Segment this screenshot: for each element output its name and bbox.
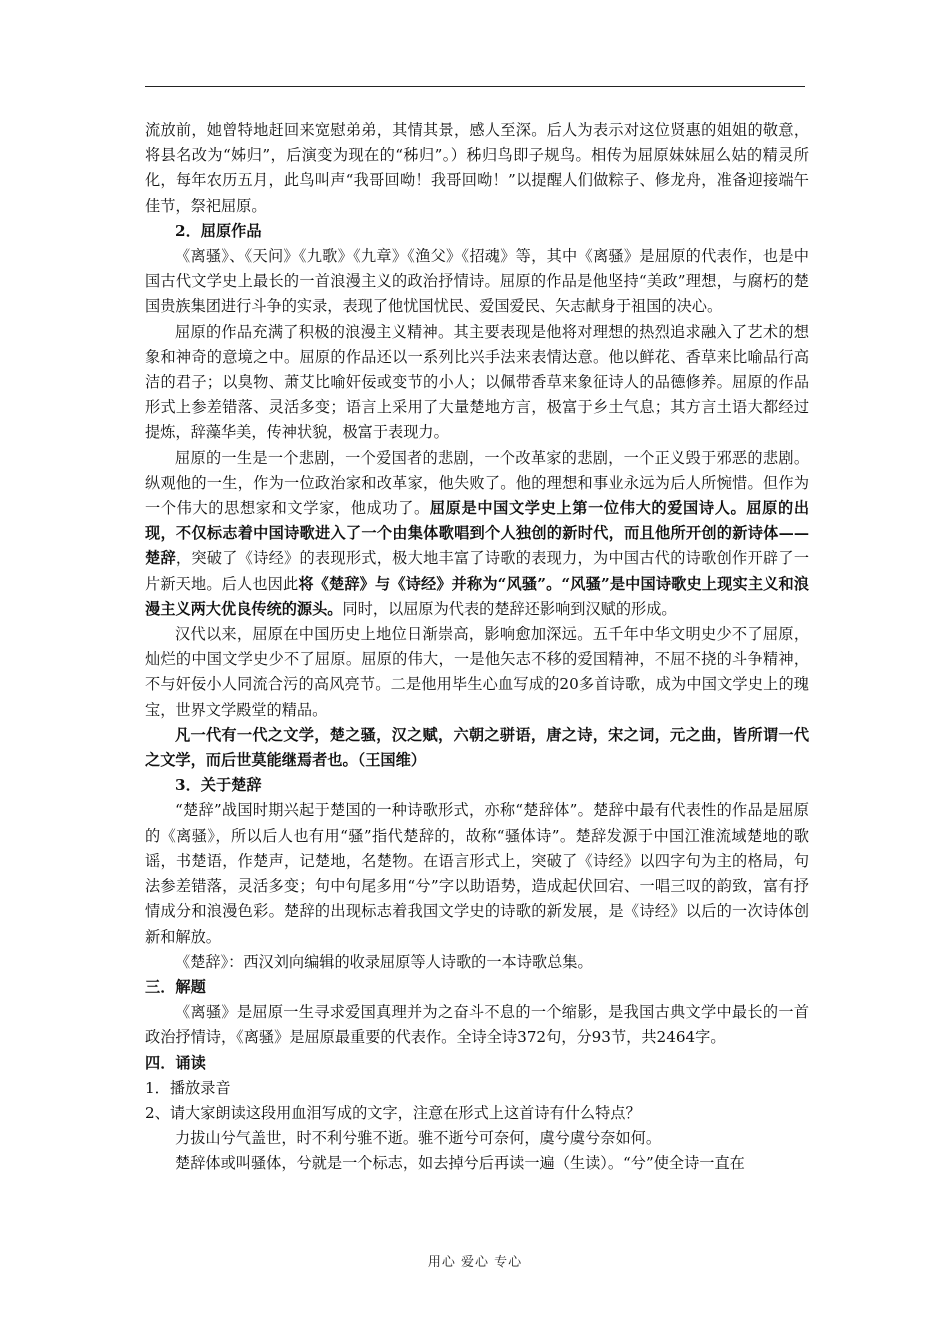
paragraph-xi-marker: 楚辞体或叫骚体，兮就是一个标志，如去掉兮后再读一遍（生读）。“兮”使全诗一直在 xyxy=(175,1154,745,1173)
tragedy-bold-patriot: 屈原是中国文学史上第一位伟大的爱国诗人。屈原的出现，不仅标志着中国诗歌进入了一个由集体歌唱到个人独创的新时代，而且他所开创的新诗体——楚辞 xyxy=(145,499,810,568)
heading-songdu: 四．诵读 xyxy=(145,1053,206,1072)
paragraph-chuci-intro: “楚辞”战国时期兴起于楚国的一种诗歌形式，亦称“楚辞体”。楚辞中最有代表性的作品是屈原的《离骚》，所以后人也有用“骚”指代楚辞的，故称“骚体诗”。楚辞发源于中国江淮流域楚地的歌谣，书楚语，作楚声，记楚地，名楚物。在语言形式上，突破了《诗经》以四字句为主的格局，句法参差错落，灵活多变；句中句尾多用“兮”字以助语势，造成起伏回宕、一唱三叹的韵致，富有抒情成分和浪漫色彩。楚辞的出现标志着我国文学史的诗歌的新发展，是《诗经》以后的一次诗体创新和解放。 xyxy=(145,801,809,946)
heading-about-chuci: 3．关于楚辞 xyxy=(175,776,262,795)
heading-qu-yuan-works: 2．屈原作品 xyxy=(175,221,262,240)
quote-wang-guowei: 凡一代有一代之文学，楚之骚，汉之赋，六朝之骈语，唐之诗，宋之词，元之曲，皆所谓一代之文学，而后世莫能继焉者也。（王国维） xyxy=(145,725,809,770)
paragraph-sister-legend: 流放前，她曾特地赶回来宽慰弟弟，其情其景，感人至深。后人为表示对这位贤惠的姐姐的敬意，将县名改为“姊归”，后演变为现在的“秭归”。）秭归鸟即子规鸟。相传为屈原妹妹屈么姑的精灵所化，每年农历五月，此鸟叫声“我哥回呦！我哥回呦！”以提醒人们做粽子、修龙舟，准备迎接端午佳节，祭祀屈原。 xyxy=(145,121,809,215)
paragraph-romanticism: 屈原的作品充满了积极的浪漫主义精神。其主要表现是他将对理想的热烈追求融入了艺术的想象和神奇的意境之中。屈原的作品还以一系列比兴手法来表情达意。他以鲜花、香草来比喻品行高洁的君子；以臭物、萧艾比喻奸佞或变节的小人；以佩带香草来象征诗人的品德修养。屈原的作品形式上参差错落、灵活多变；语言上采用了大量楚地方言，极富于乡土气息；其方言土语大都经过提炼，辞藻华美，传神状貌，极富于表现力。 xyxy=(145,322,809,442)
tragedy-text-2: ，突破了《诗经》的表现形式，极大地丰富了诗歌的表现力，为中国古代的诗歌创作开辟了一片新天地。后人也因此 xyxy=(145,549,810,593)
document-body xyxy=(145,118,809,1177)
paragraph-tragedy xyxy=(145,446,809,622)
heading-jieti: 三．解题 xyxy=(145,977,206,996)
page-footer: 用心 爱心 专心 xyxy=(427,1255,523,1270)
tragedy-text: 屈原的一生是一个悲剧，一个爱国者的悲剧，一个改革家的悲剧，一个正义毁于邪恶的悲剧。纵观他的一生，作为一位政治家和改革家，他失败了。他的理想和事业永远为后人所惋惜。但作为一个伟大的思想家和文学家，他成功了。 xyxy=(145,448,809,518)
paragraph-works-list: 《离骚》、《天问》《九歌》《九章》《渔父》《招魂》等，其中《离骚》是屈原的代表作，也是中国古代文学史上最长的一首浪漫主义的政治抒情诗。屈原的作品是他坚持“美政”理想，与腐朽的楚国贵族集团进行斗争的实录，表现了他忧国忧民、爱国爱民、矢志献身于祖国的决心。 xyxy=(145,247,809,316)
tragedy-text-3: 同时，以屈原为代表的楚辞还影响到汉赋的形成。 xyxy=(342,599,677,618)
header-rule xyxy=(145,86,805,87)
tragedy-bold-fengsao: 将《楚辞》与《诗经》并称为“风骚”。“风骚”是中国诗歌史上现实主义和浪漫主义两大优良传统的源头。 xyxy=(145,574,809,618)
poem-gaixia: 力拔山兮气盖世，时不利兮骓不逝。骓不逝兮可奈何，虞兮虞兮奈如何。 xyxy=(175,1129,661,1148)
step-play-recording: 1．播放录音 xyxy=(145,1078,231,1097)
paragraph-chuci-anthology: 《楚辞》：西汉刘向编辑的收录屈原等人诗歌的一本诗歌总集。 xyxy=(175,952,593,971)
step-read-aloud: 2、请大家朗读这段用血泪写成的文字，注意在形式上这首诗有什么特点？ xyxy=(145,1103,641,1122)
paragraph-han-dynasty: 汉代以来，屈原在中国历史上地位日渐崇高，影响愈加深远。五千年中华文明史少不了屈原，灿烂的中国文学史少不了屈原。屈原的伟大，一是他矢志不移的爱国精神，不屈不挠的斗争精神，不与奸佞小人同流合污的高风亮节。二是他用毕生心血写成的20多首诗歌，成为中国文学史上的瑰宝，世界文学殿堂的精品。 xyxy=(145,625,809,719)
paragraph-lisao: 《离骚》是屈原一生寻求爱国真理并为之奋斗不息的一个缩影，是我国古典文学中最长的一首政治抒情诗，《离骚》是屈原最重要的代表作。全诗全诗372句，分93节，共2464字。 xyxy=(145,1003,809,1047)
